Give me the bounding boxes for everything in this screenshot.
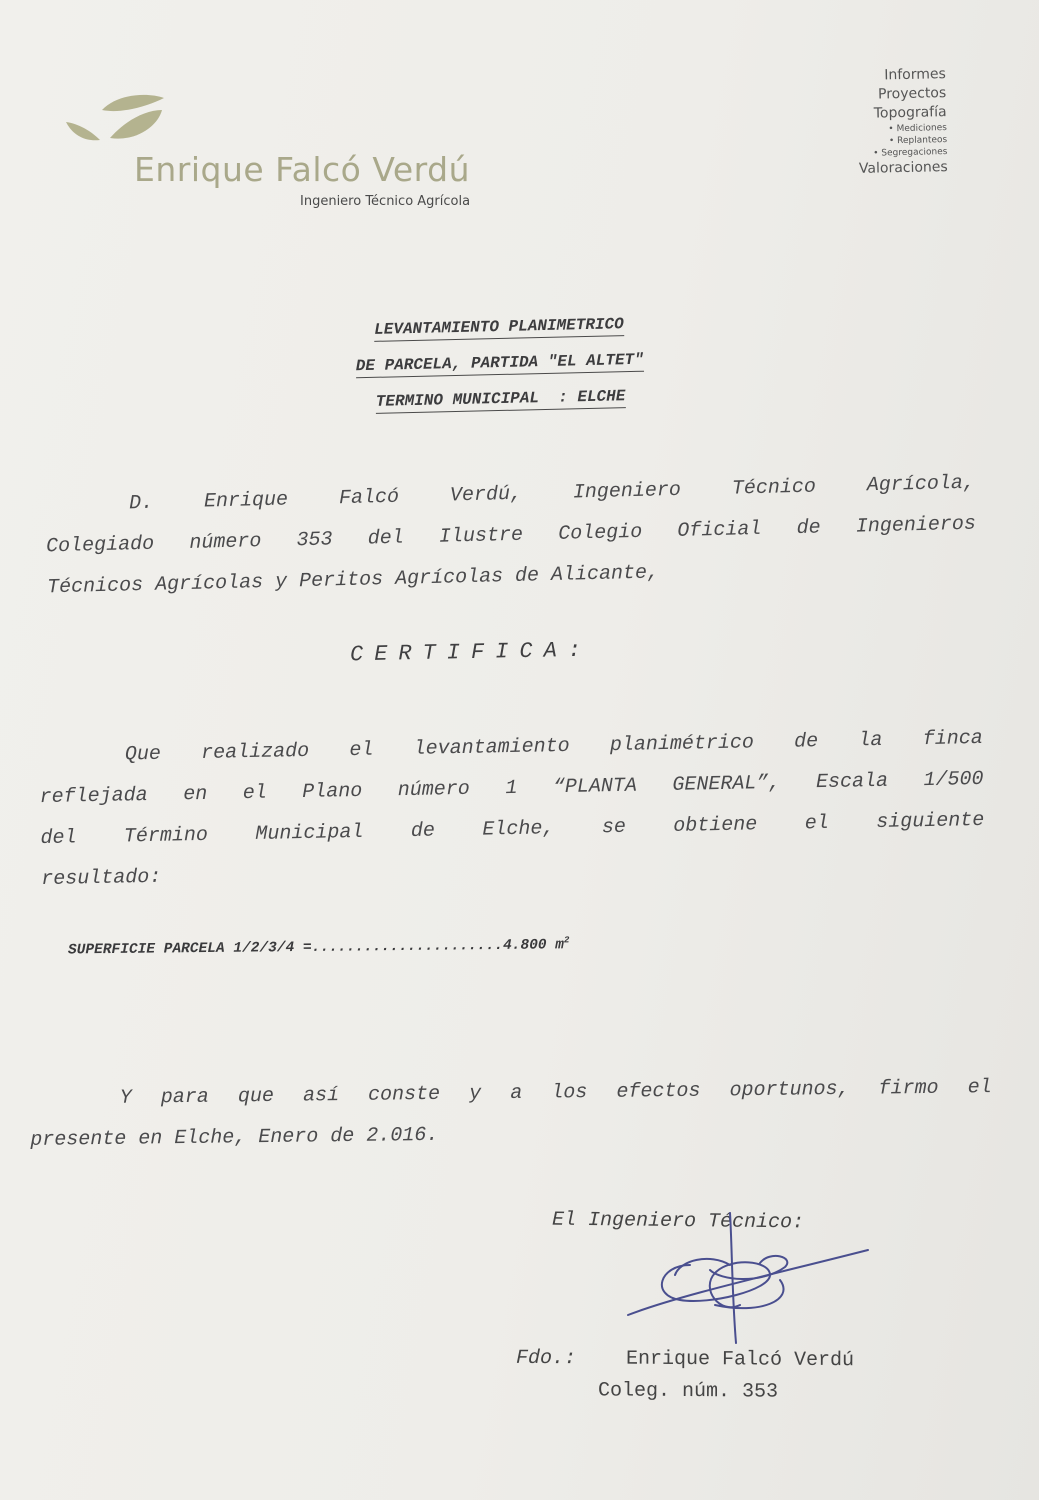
text-line: presente en Elche, Enero de 2.016. — [30, 1123, 439, 1152]
text-line: D. Enrique Falcó Verdú, Ingeniero Técnico Agrícola, — [128, 471, 976, 516]
heading-line: TERMINO MUNICIPAL : ELCHE — [376, 387, 626, 414]
closing-paragraph — [30, 1067, 993, 1161]
text-line: Técnicos Agrícolas y Peritos Agrícolas de Alicante, — [46, 561, 660, 600]
unit-exponent: 2 — [563, 935, 570, 946]
service-item: Topografía — [873, 104, 947, 122]
signed-by — [516, 1347, 854, 1372]
signature-label: El Ingeniero Técnico: — [551, 1208, 805, 1235]
heading-line: LEVANTAMIENTO PLANIMETRICO — [374, 315, 624, 342]
service-item: Informes — [884, 66, 947, 84]
text-line: Y para que así conste y a los efectos oportunos, firmo el — [119, 1076, 992, 1110]
signer-name: Enrique Falcó Verdú — [625, 1347, 855, 1373]
text-line: resultado: — [41, 865, 162, 892]
fdo-label: Fdo.: — [515, 1346, 577, 1371]
college-number: Coleg. núm. 353 — [597, 1379, 779, 1404]
services-list — [857, 65, 948, 179]
body-paragraph — [39, 718, 986, 900]
text-line: reflejada en el Plano número 1 “PLANTA GENERAL”, Escala 1/500 — [39, 767, 984, 810]
intro-paragraph — [45, 463, 978, 609]
service-item: Proyectos — [878, 85, 947, 103]
sub-service-item: • Replanteos — [889, 135, 948, 147]
sub-service-item: • Segregaciones — [873, 147, 948, 159]
text-line: del Término Municipal de Elche, se obtiene el siguiente — [40, 808, 985, 851]
heading-line: DE PARCELA, PARTIDA "EL ALTET" — [356, 351, 644, 379]
handwritten-signature — [620, 1205, 870, 1350]
brand-profession: Ingeniero Técnico Agrícola — [300, 194, 471, 209]
surface-result — [68, 935, 570, 958]
text-line: Que realizado el levantamiento planimétrico de la finca — [124, 726, 983, 767]
leaf-logo-icon — [62, 92, 172, 154]
service-item: Valoraciones — [859, 159, 949, 177]
surface-label: SUPERFICIE PARCELA 1/2/3/4 =......................4.800 m — [67, 937, 565, 959]
certifica-heading: CERTIFICA: — [349, 637, 593, 668]
brand-name: Enrique Falcó Verdú — [134, 150, 470, 189]
text-line: Colegiado número 353 del Ilustre Colegio Oficial de Ingenieros — [45, 512, 977, 559]
document-heading — [269, 313, 731, 431]
sub-service-item: • Mediciones — [888, 123, 948, 135]
